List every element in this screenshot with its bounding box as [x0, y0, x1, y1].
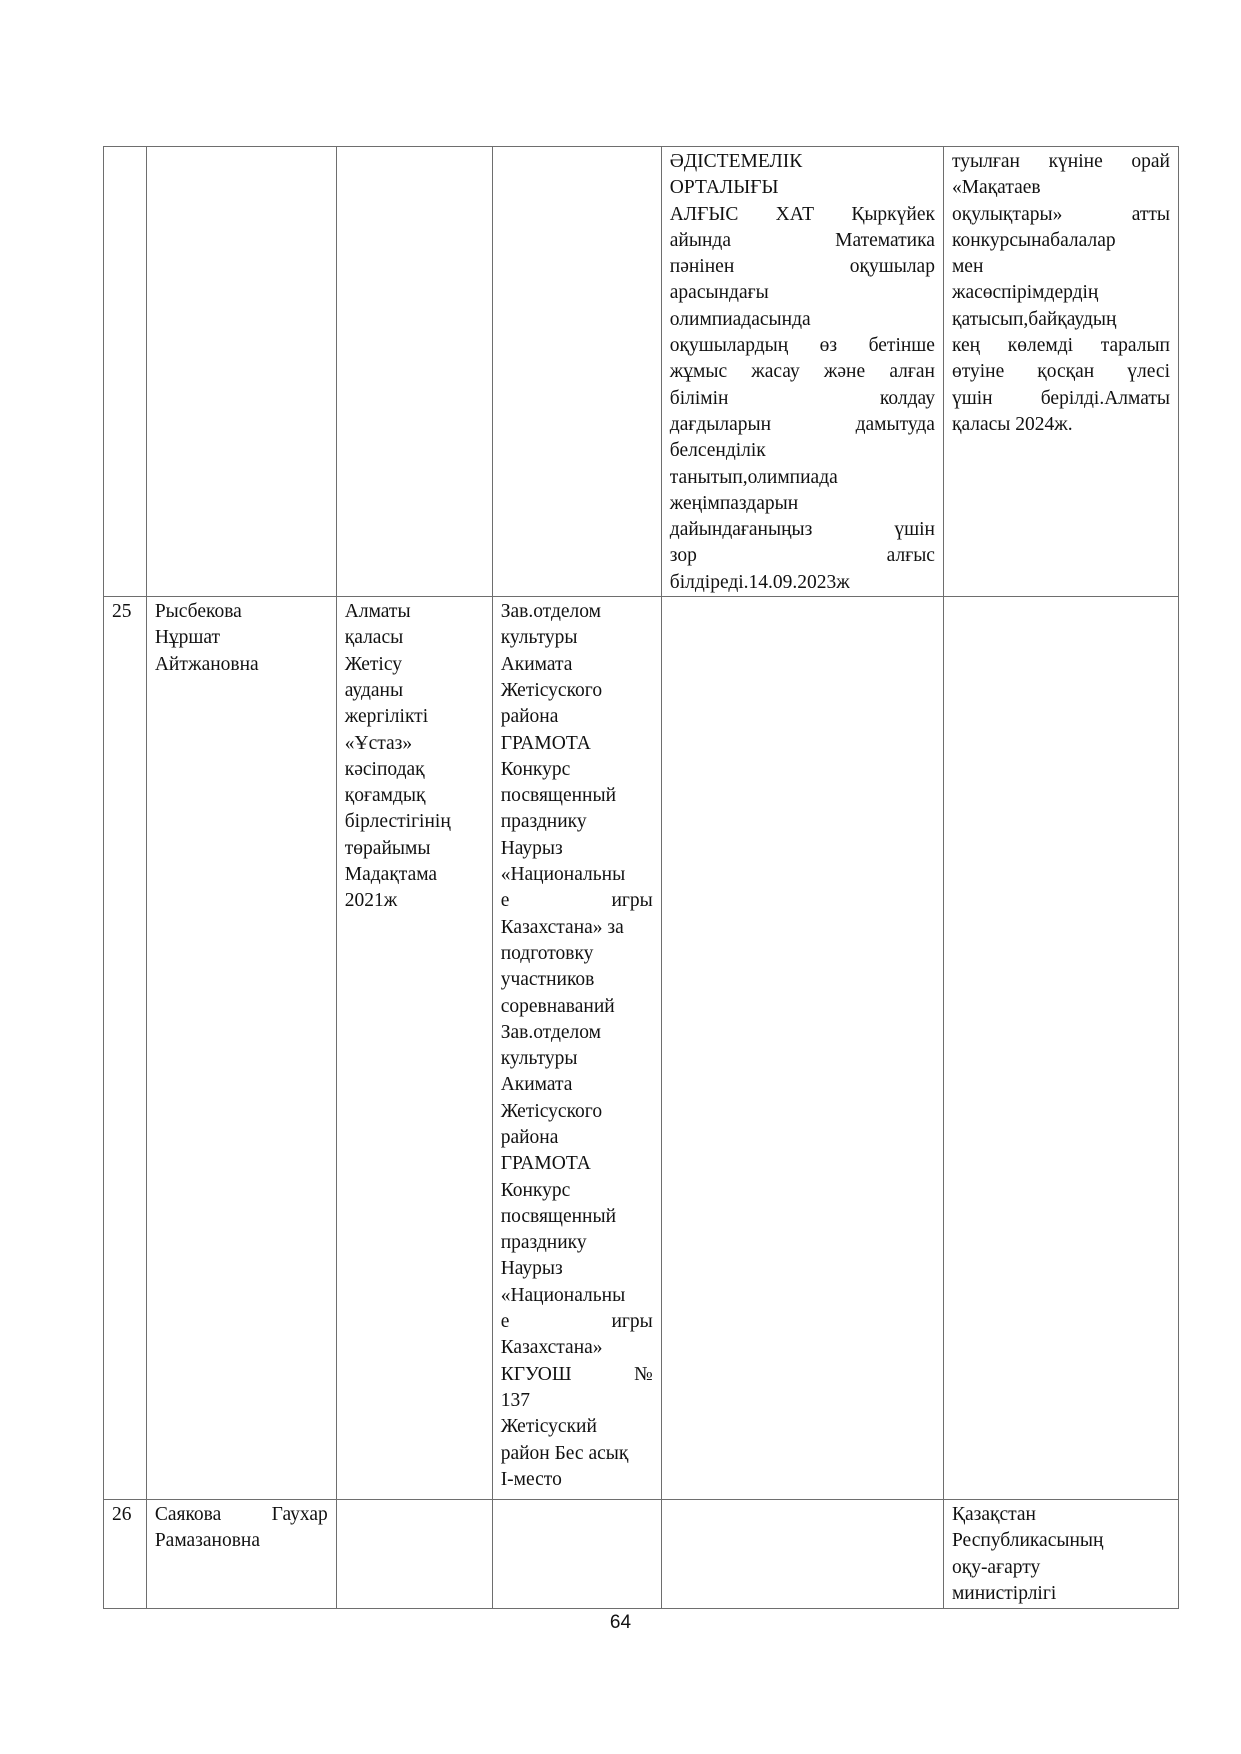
text-line: «Национальны — [500, 864, 626, 886]
text-line: өтуіне қосқан үлесі — [951, 361, 1170, 383]
text-line: қоғамдық — [344, 785, 426, 807]
text-line: Алматы — [344, 601, 411, 623]
text-line: Қазақстан — [951, 1504, 1036, 1526]
text-line: района — [500, 1126, 559, 1148]
text-line: олимпиадасында — [669, 308, 811, 330]
award-cell-5 — [661, 597, 943, 1500]
text-line: жергілікті — [344, 706, 429, 728]
text-line: ОРТАЛЫҒЫ — [669, 177, 779, 199]
text-line: «Мақатаев — [951, 177, 1041, 199]
text-line: Зав.отделом — [500, 1021, 601, 1043]
text-line: айында Математика — [669, 229, 935, 251]
text-line: празднику — [500, 811, 587, 833]
award-cell-4 — [492, 147, 661, 597]
text-line: жұмыс жасау және алған — [669, 361, 935, 383]
text-line: Конкурс — [500, 1179, 571, 1201]
text-line: Нұршат — [154, 627, 221, 649]
text-line: ГРАМОТА — [500, 732, 591, 754]
text-line: Саякова Гаухар — [154, 1504, 328, 1526]
text-line: Рамазановна — [154, 1530, 261, 1552]
text-line: Рысбекова — [154, 601, 242, 623]
text-line: подготовку — [500, 942, 594, 964]
text-line: 137 — [500, 1389, 530, 1411]
text-line: Казахстана» — [500, 1337, 603, 1359]
text-line: қатысып,байқаудың — [951, 308, 1117, 330]
text-line: соревнаваний — [500, 995, 615, 1017]
row-number: 26 — [104, 1500, 147, 1609]
table-row — [104, 147, 1179, 597]
award-cell-3 — [336, 1500, 492, 1609]
award-cell-4 — [492, 597, 661, 1500]
award-cell-5 — [661, 1500, 943, 1609]
text-line: ГРАМОТА — [500, 1153, 591, 1175]
text-line: бірлестігінің — [344, 811, 451, 833]
table-row — [104, 1500, 1179, 1609]
text-line: культуры — [500, 1048, 578, 1070]
text-line: туылған күніне орай — [951, 151, 1170, 172]
text-line: Мадақтама — [344, 864, 438, 886]
text-line: пәнінен оқушылар — [669, 256, 935, 278]
award-cell-6 — [943, 597, 1178, 1500]
text-line: Наурыз — [500, 1258, 563, 1280]
text-line: төрайымы — [344, 837, 431, 859]
text-line: зор алғыс — [669, 545, 935, 567]
text-line: мен — [951, 256, 984, 278]
text-line: жеңімпаздарын — [669, 492, 799, 514]
text-line: е игры — [500, 890, 653, 912]
award-cell-6 — [943, 147, 1178, 597]
page-number: 64 — [609, 1612, 632, 1633]
text-line: оқу-ағарту — [951, 1556, 1041, 1578]
text-line: білімін колдау — [669, 387, 935, 409]
award-cell-5 — [661, 147, 943, 597]
awards-table — [103, 146, 1179, 1609]
name-cell — [146, 147, 336, 597]
text-line: конкурсынабалалар — [951, 229, 1116, 251]
row-number — [104, 147, 147, 597]
text-line: белсенділік — [669, 440, 766, 462]
text-line: Жетісу — [344, 653, 402, 675]
text-line: білдіреді.14.09.2023ж — [669, 571, 850, 593]
text-line: Республикасының — [951, 1530, 1104, 1552]
text-line: І-место — [500, 1468, 562, 1490]
text-line: танытып,олимпиада — [669, 466, 838, 488]
text-line: посвященный — [500, 1205, 617, 1227]
name-cell — [146, 597, 336, 1500]
text-line: культуры — [500, 627, 578, 649]
text-line: жасөспірімдердің — [951, 282, 1099, 304]
text-line: дайындағаныңыз үшін — [669, 519, 935, 541]
text-line: Айтжановна — [154, 653, 259, 675]
text-line: Акимата — [500, 1074, 573, 1096]
table-row — [104, 597, 1179, 1500]
text-line: Акимата — [500, 653, 573, 675]
text-line: дағдыларын дамытуда — [669, 413, 935, 435]
text-line: ауданы — [344, 679, 404, 701]
text-line: Наурыз — [500, 837, 563, 859]
text-line: е игры — [500, 1311, 653, 1333]
text-line: посвященный — [500, 785, 617, 807]
text-line: «Ұстаз» — [344, 732, 413, 754]
award-cell-3 — [336, 147, 492, 597]
text-line: Конкурс — [500, 758, 571, 780]
text-line: Жетісуского — [500, 679, 603, 701]
text-line: участников — [500, 969, 595, 991]
text-line: Жетісуского — [500, 1100, 603, 1122]
text-line: ӘДІСТЕМЕЛІК — [669, 151, 803, 172]
text-line: кең көлемді таралып — [951, 335, 1170, 357]
text-line: кәсіподақ — [344, 758, 425, 780]
text-line: района — [500, 706, 559, 728]
text-line: қаласы 2024ж. — [951, 413, 1073, 435]
text-line: Зав.отделом — [500, 601, 601, 623]
text-line: «Национальны — [500, 1284, 626, 1306]
text-line: Жетісуский — [500, 1416, 597, 1438]
text-line: үшін берілді.Алматы — [951, 387, 1170, 409]
text-line: район Бес асық — [500, 1442, 629, 1464]
text-line: АЛҒЫС ХАТ Қыркүйек — [669, 203, 935, 225]
text-line: қаласы — [344, 627, 404, 649]
text-line: 2021ж — [344, 890, 398, 912]
text-line: Казахстана» за — [500, 916, 624, 938]
text-line: КГУОШ № — [500, 1363, 653, 1385]
row-number: 25 — [104, 597, 147, 1500]
text-line: министірлігі — [951, 1582, 1057, 1604]
text-line: оқушылардың өз бетінше — [669, 335, 935, 357]
text-line: арасындағы — [669, 282, 769, 304]
award-cell-3 — [336, 597, 492, 1500]
name-cell — [146, 1500, 336, 1609]
text-line: оқулықтары» атты — [951, 203, 1170, 225]
award-cell-4 — [492, 1500, 661, 1609]
text-line: празднику — [500, 1232, 587, 1254]
award-cell-6 — [943, 1500, 1178, 1609]
